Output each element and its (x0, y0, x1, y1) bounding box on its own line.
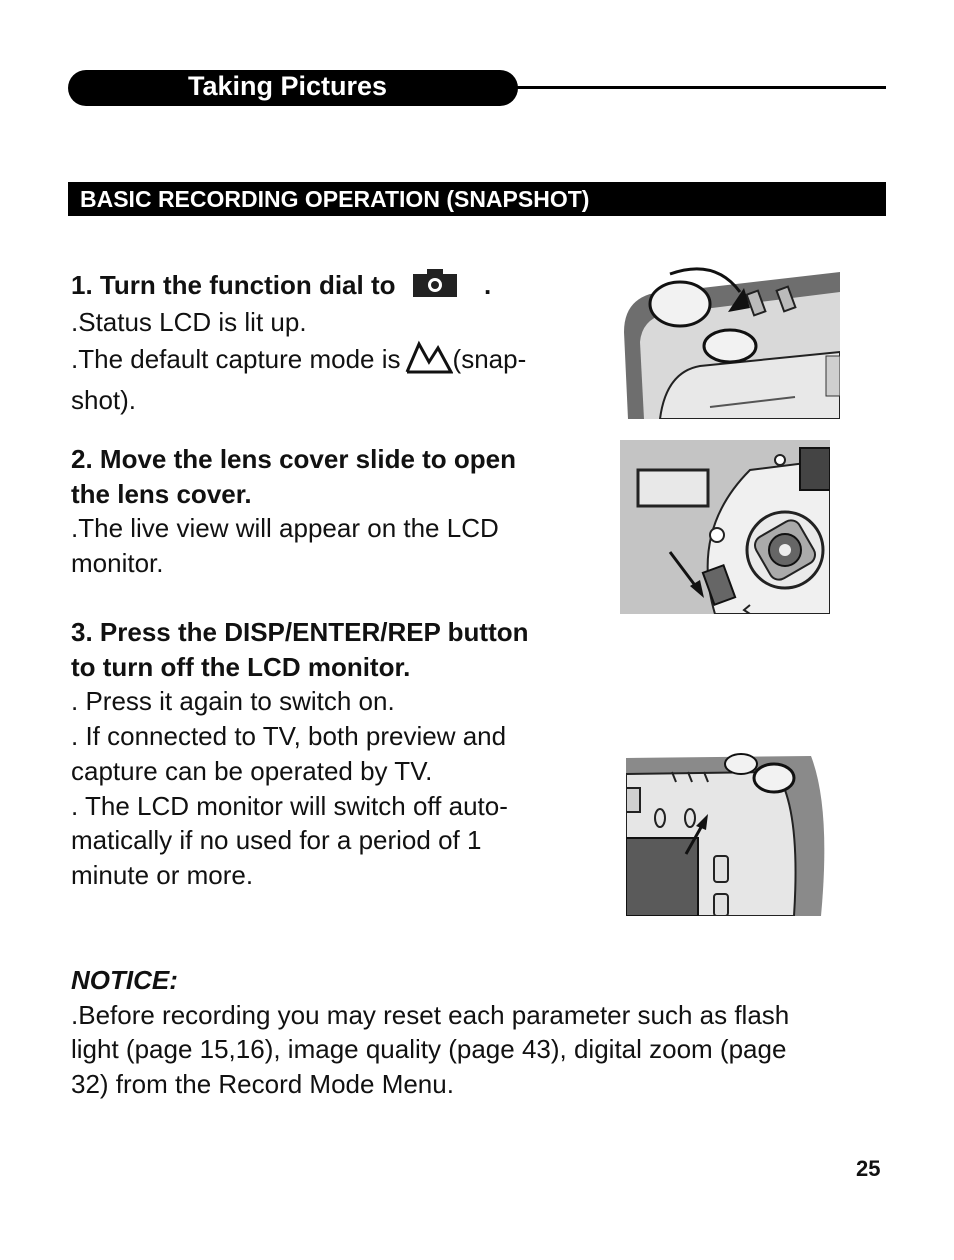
step3-line: . The LCD monitor will switch off auto- (71, 790, 508, 821)
section-title-text: BASIC RECORDING OPERATION (SNAPSHOT) (80, 186, 590, 212)
step1-title-suffix: . (483, 270, 492, 300)
step1-title-prefix: 1. Turn the function dial to (71, 270, 396, 300)
step3-line: matically if no used for a period of 1 (71, 825, 482, 856)
snapshot-mountain-icon (405, 340, 453, 383)
step3-line: minute or more. (71, 859, 254, 890)
section-title (68, 182, 886, 216)
step3-title-line1: 3. Press the DISP/ENTER/REP button (71, 617, 529, 647)
header-title-text: Taking Pictures (188, 71, 388, 101)
step3-line: . If connected to TV, both preview and (71, 721, 507, 752)
disp-button-illustration (626, 748, 831, 916)
step1-title (71, 268, 611, 305)
lens-cover-illustration (620, 440, 830, 614)
step2-title-line1: 2. Move the lens cover slide to open (71, 444, 517, 474)
notice-title: NOTICE: (71, 965, 178, 995)
step2-title-line2: the lens cover. (71, 478, 252, 509)
header-rule (515, 86, 886, 89)
step1-line2-suffix: (snap- (452, 344, 527, 375)
notice-line: light (page 15,16), image quality (page 43), digital zoom (page (71, 1034, 787, 1065)
notice-line: .Before recording you may reset each parameter such as flash (71, 999, 790, 1030)
step1-block (71, 268, 611, 418)
step1-line2-prefix: .The default capture mode is (71, 344, 401, 375)
step1-line1: .Status LCD is lit up. (71, 307, 307, 338)
step2-line2: monitor. (71, 548, 164, 579)
function-dial-illustration (620, 262, 840, 419)
step1-line2 (71, 340, 611, 383)
page-number: 25 (856, 1156, 881, 1181)
step3-line: . Press it again to switch on. (71, 686, 395, 717)
camera-icon (413, 269, 457, 306)
notice-line: 32) from the Record Mode Menu. (71, 1069, 454, 1100)
step1-line3: shot). (71, 384, 137, 415)
step3-title-line2: to turn off the LCD monitor. (71, 651, 411, 682)
step2-block (71, 442, 611, 581)
step3-line: capture can be operated by TV. (71, 755, 433, 786)
notice-block (71, 963, 886, 1102)
step2-line1: .The live view will appear on the LCD (71, 513, 499, 544)
step3-block (71, 615, 611, 893)
header-title (68, 70, 518, 106)
